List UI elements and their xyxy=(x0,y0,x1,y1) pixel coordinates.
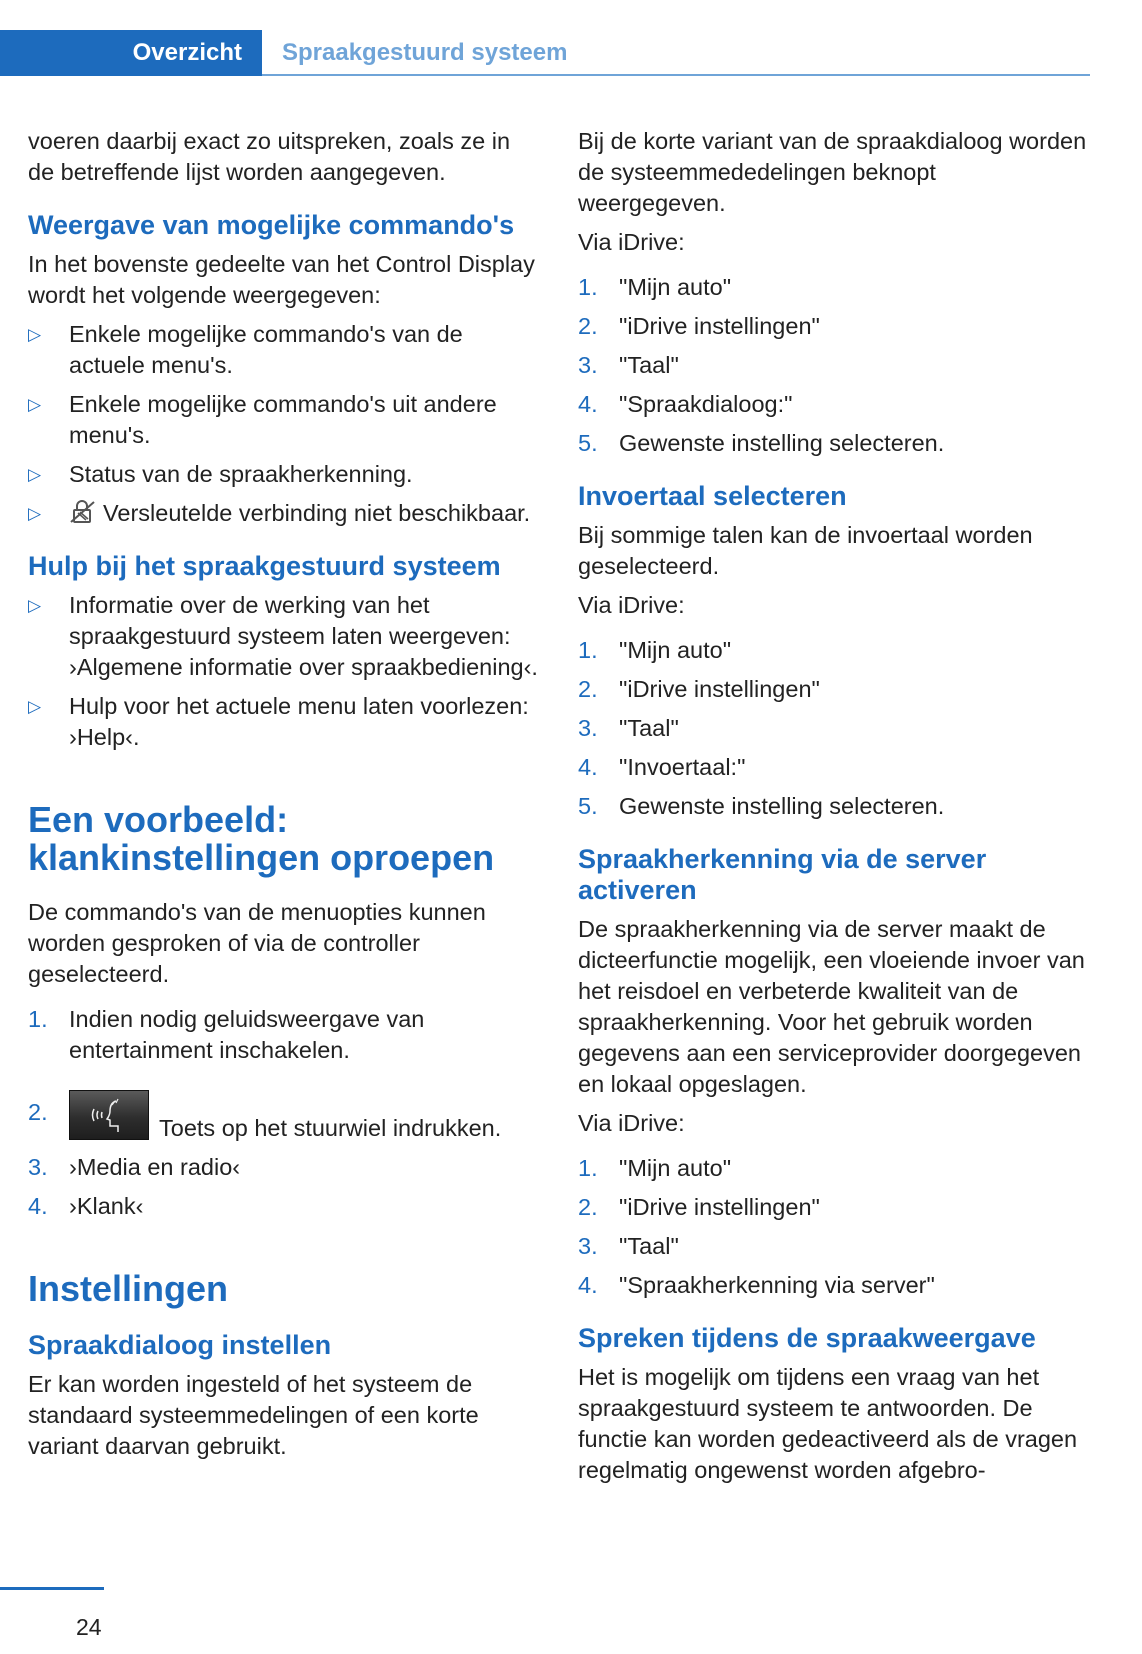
voice-button-icon xyxy=(69,1090,149,1140)
list-item: ▷ Hulp voor het actuele menu laten voorlezen: ›Help‹. xyxy=(28,693,529,750)
list-item: ▷ Versleutelde verbinding niet beschikbaar. xyxy=(28,498,540,529)
right-column xyxy=(578,126,1088,1494)
bullet-triangle-icon: ▷ xyxy=(28,465,42,484)
header-divider xyxy=(262,74,1090,76)
lock-crossed-icon xyxy=(69,500,97,524)
list-item: 4. "Spraakherkenning via server" xyxy=(578,1272,935,1298)
list-item: ▷ Enkele mogelijke commando's uit andere menu's. xyxy=(28,391,497,448)
list-item: 4. "Spraakdialoog:" xyxy=(578,391,793,417)
list-item: 2. "iDrive instellingen" xyxy=(578,313,820,339)
voorbeeld-steps xyxy=(28,1004,540,1222)
bullet-triangle-icon: ▷ xyxy=(28,697,42,716)
list-item: ▷ Informatie over de werking van het spraakgestuurd systeem laten weergeven: ›Algemene informatie over spraakbediening‹. xyxy=(28,592,538,680)
list-item: 1. "Mijn auto" xyxy=(578,1155,732,1181)
via-idrive: Via iDrive: xyxy=(578,1110,685,1136)
bullet-triangle-icon: ▷ xyxy=(28,596,42,615)
list-item: 2. "iDrive instellingen" xyxy=(578,1194,820,1220)
paragraph-spreken: Het is mogelijk om tijdens een vraag van het spraakgestuurd systeem te antwoorden. De functie kan worden gedeactiveerd als de vragen regelmatig ongewenst worden afgebro- xyxy=(578,1364,1078,1483)
bullet-triangle-icon: ▷ xyxy=(28,395,42,414)
steps-spraakdialoog xyxy=(578,272,1088,459)
steps-server xyxy=(578,1153,1088,1301)
weergave-list xyxy=(28,319,540,529)
list-item: 2. "iDrive instellingen" xyxy=(578,676,820,702)
list-item: 2. Toets op het stuurwiel indrukken. xyxy=(28,1074,540,1144)
list-item: 4. "Invoertaal:" xyxy=(578,754,746,780)
steps-invoertaal xyxy=(578,635,1088,822)
paragraph-dialoog: Er kan worden ingesteld of het systeem de standaard systeemmedelingen of een korte variant daarvan gebruikt. xyxy=(28,1371,479,1459)
header-tab xyxy=(0,30,262,76)
list-item: 1. "Mijn auto" xyxy=(578,637,732,663)
paragraph-server: De spraakherkenning via de server maakt de dicteerfunctie mogelijk, een vloeiende invoer van het reisdoel en verbeterde kwaliteit van de spraakherkenning. Voor het gebruik worden gegevens aan een serviceprovider doorgegeven en lokaal opgeslagen. xyxy=(578,916,1085,1097)
list-item: 4. ›Klank‹ xyxy=(28,1193,144,1219)
hulp-list xyxy=(28,590,540,753)
heading-hulp: Hulp bij het spraakgestuurd systeem xyxy=(28,551,501,581)
list-item: 3. "Taal" xyxy=(578,715,679,741)
header-tab-label: Overzicht xyxy=(132,39,242,66)
bullet-triangle-icon: ▷ xyxy=(28,325,42,344)
paragraph-invoertaal: Bij sommige talen kan de invoertaal worden geselecteerd. xyxy=(578,522,1033,579)
list-item: 5. Gewenste instelling selecteren. xyxy=(578,793,945,819)
heading-spreken: Spreken tijdens de spraakweergave xyxy=(578,1323,1036,1353)
page-number: 24 xyxy=(76,1614,102,1640)
heading-server: Spraakherkenning via de server activeren xyxy=(578,844,987,905)
heading-voorbeeld: Een voorbeeld: klankinstellingen oproepen xyxy=(28,799,495,878)
list-item: 3. ›Media en radio‹ xyxy=(28,1154,241,1180)
list-item: 3. "Taal" xyxy=(578,352,679,378)
paragraph-weergave: In het bovenste gedeelte van het Control Display wordt het volgende weergegeven: xyxy=(28,251,535,308)
heading-weergave: Weergave van mogelijke commando's xyxy=(28,210,515,240)
list-item: ▷ Enkele mogelijke commando's van de actuele menu's. xyxy=(28,321,463,378)
via-idrive: Via iDrive: xyxy=(578,592,685,618)
list-item: ▷ Status van de spraakherkenning. xyxy=(28,459,540,490)
heading-dialoog: Spraakdialoog instellen xyxy=(28,1330,332,1360)
header-section-title: Spraakgestuurd systeem xyxy=(282,39,568,66)
left-column xyxy=(28,126,540,1470)
heading-instellingen: Instellingen xyxy=(28,1268,229,1309)
list-item: 1. Indien nodig geluidsweergave van entertainment inschakelen. xyxy=(28,1006,425,1063)
paragraph-voorbeeld: De commando's van de menuopties kunnen worden gesproken of via de controller geselecteerd. xyxy=(28,899,486,987)
list-item: 1. "Mijn auto" xyxy=(578,274,732,300)
paragraph-korte: Bij de korte variant van de spraakdialoog worden de systeemmededelingen beknopt weergegeven. xyxy=(578,128,1087,216)
list-item: 5. Gewenste instelling selecteren. xyxy=(578,430,945,456)
footer-divider xyxy=(0,1587,104,1590)
intro-paragraph: voeren daarbij exact zo uitspreken, zoals ze in de betreffende lijst worden aangegeven. xyxy=(28,128,511,185)
via-idrive: Via iDrive: xyxy=(578,229,685,255)
heading-invoertaal: Invoertaal selecteren xyxy=(578,481,847,511)
bullet-triangle-icon: ▷ xyxy=(28,504,42,523)
list-item: 3. "Taal" xyxy=(578,1233,679,1259)
